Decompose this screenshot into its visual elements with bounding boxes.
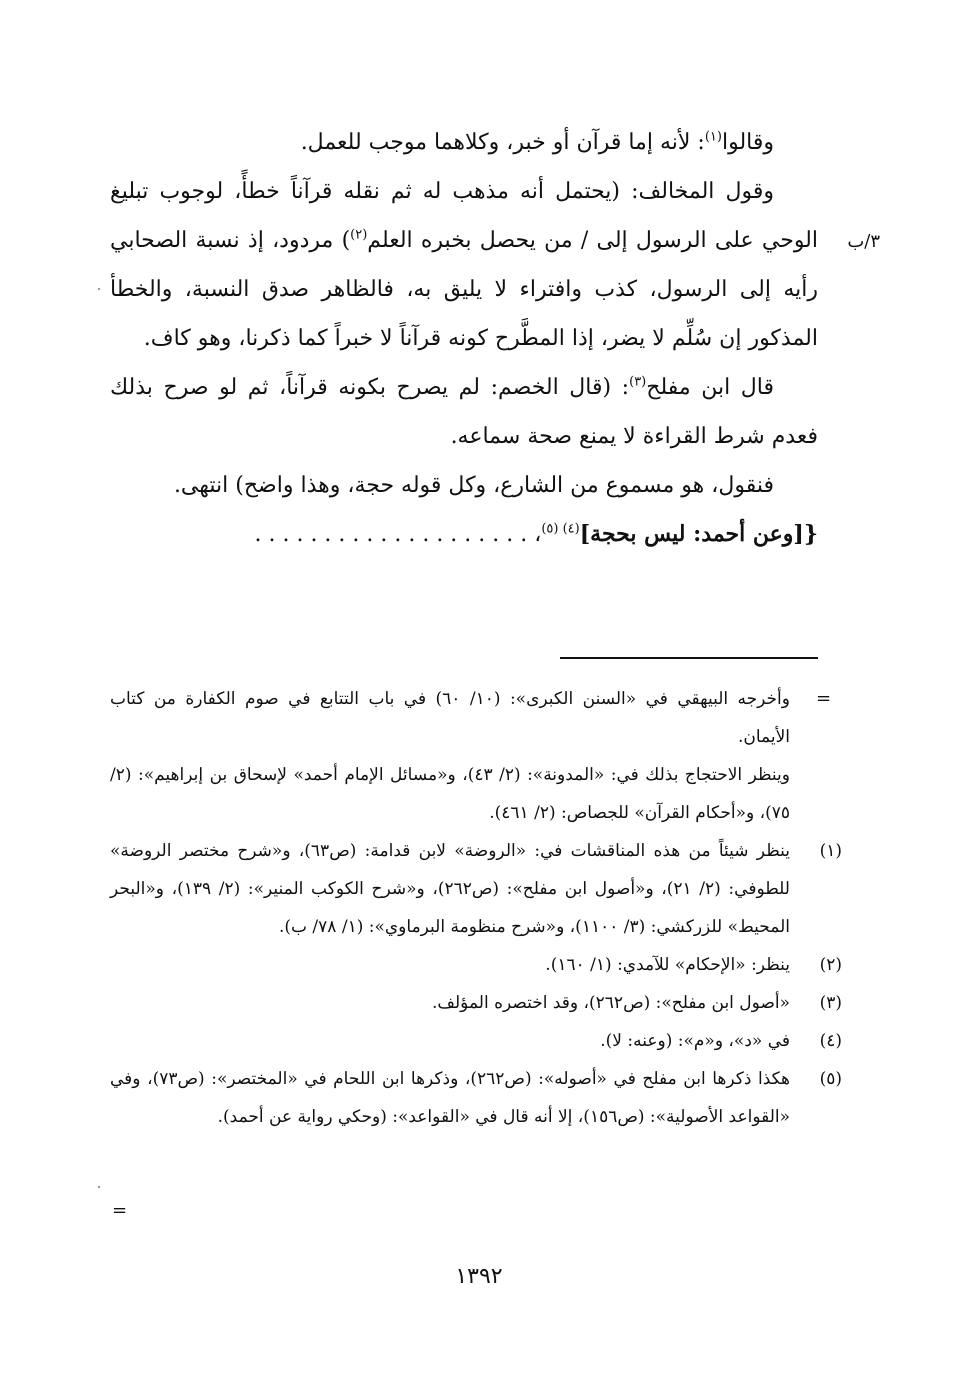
continuation-mark-top: = [816,688,832,709]
footnote-ref-1: (١) [704,129,722,145]
paragraph-1-text: وقالوا [721,130,774,155]
paragraph-5 [110,510,818,559]
footnote-text: في «د»، و«م»: (وعنه: لا). [600,1031,790,1051]
footnote-text: هكذا ذكرها ابن مفلح في «أصوله»: (ص٢٦٢)، وذكرها ابن اللحام في «المختصر»: (ص٧٣)، وفي «القواعد الأصولية»: (ص١٥٦)، إلا أنه قال في «القواعد»: (وحكي رواية عن أحمد). [110,1069,791,1127]
footnote-2 [110,946,842,984]
paragraph-4: فنقول، هو مسموع من الشارع، وكل قوله حجة، وهذا واضح) انتهى. [173,473,774,498]
footnote-text: ينظر: «الإحكام» للآمدي: (١/ ١٦٠). [545,955,790,975]
paragraph-2 [110,167,818,363]
page-number: ١٣٩٢ [455,1264,503,1289]
footnote-ref-3: (٣) [629,374,647,390]
footnote-number: (٢) [819,955,842,975]
footnote-number: (٤) [819,1031,842,1051]
footnote-3 [110,984,842,1022]
continuation-mark-bottom: = [112,1200,128,1221]
footnote-1 [110,832,842,946]
footnote-number: (٥) [819,1069,842,1089]
footnote-4 [110,1022,842,1060]
paragraph-1-text-end: : لأنه إما قرآن أو خبر، وكلاهما موجب للعمل. [300,130,705,155]
paragraph-1 [110,118,818,167]
footnote-number: (٣) [819,993,842,1013]
footnotes [110,680,842,1136]
paragraph-3-text: قال ابن مفلح [646,375,775,400]
ellipsis-dots: ، . . . . . . . . . . . . . . . . . . . . [254,522,542,547]
paragraph-3 [110,363,818,461]
footnote-ref-4-5: (٤) (٥) [541,521,580,537]
paragraph-2-text-end: ) مردود، إذ نسبة الصحابي رأيه إلى الرسول، كذب وافتراء لا يليق به، فالظاهر صدق النسبة، والخطأ المذكور إن سُلِّم لا يضر، إذا المطَّرح كونه قرآناً لا خبراً كما ذكرنا، وهو كاف. [110,228,818,351]
paragraph-2-text: وقول المخالف: (يحتمل أنه مذهب له ثم نقله قرآناً خطأً، لوجوب تبليغ الوحي على الرسول إلى / من يحصل بخبره العلم [110,179,818,253]
scan-speck [98,288,100,290]
main-text [110,118,818,559]
footnote-text: ينظر شيئاً من هذه المناقشات في: «الروضة» لابن قدامة: (ص٦٣)، و«شرح مختصر الروضة» للطوفي: (٢/ ٢١)، و«أصول ابن مفلح»: (ص٢٦٢)، و«شرح الكوكب المنير»: (٢/ ١٣٩)، و«البحر المحيط» للزركشي: (٣/ ١١٠٠)، و«شرح منظومة البرماوي»: (١/ ٧٨/ ب). [110,841,790,937]
paragraph-3-text-end: : (قال الخصم: لم يصرح بكونه قرآناً، ثم لو صرح بذلك فعدم شرط القراءة لا يمنع صحة سماعه. [110,375,818,449]
footnote-ref-2: (٢) [350,227,368,243]
footnote-separator [560,657,818,659]
footnote-5 [110,1060,842,1136]
footnote-continuation-1: وأخرجه البيهقي في «السنن الكبرى»: (١٠/ ٦٠) في باب التتابع في صوم الكفارة من كتاب الأيمان. [110,689,790,747]
footnote-number: (١) [819,841,842,861]
footnote-text: «أصول ابن مفلح»: (ص٢٦٢)، وقد اختصره المؤلف. [431,993,790,1013]
bracketed-text: {[وعن أحمد: ليس بحجة] [579,521,818,547]
folio-margin-note: ٣/ب [847,231,880,252]
scan-speck [98,1186,100,1188]
footnote-continuation-2: وينظر الاحتجاج بذلك في: «المدونة»: (٢/ ٤٣)، و«مسائل الإمام أحمد» لإسحاق بن إبراهيم»: (٢/ ٧٥)، و«أحكام القرآن» للجصاص: (٢/ ٤٦١). [110,765,790,823]
